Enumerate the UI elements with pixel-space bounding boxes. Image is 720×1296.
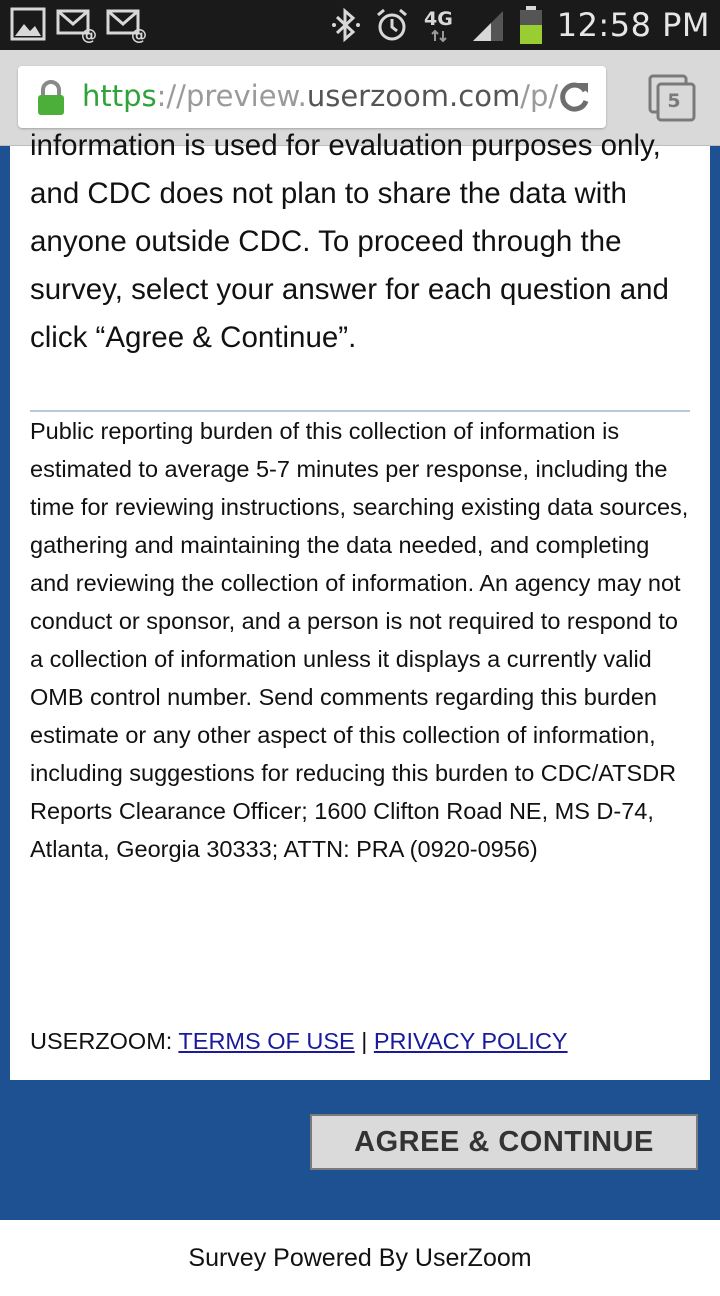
powered-by-footer: Survey Powered By UserZoom — [0, 1220, 720, 1280]
url-separator: :// — [156, 79, 186, 113]
battery-icon — [519, 5, 543, 45]
burden-statement: Public reporting burden of this collection of information is estimated to average 5-7 minutes per response, including the time for reviewing instructions, searching existing data sources, gathering and maintaining the data needed, and completing and reviewing the collection of information. An agency may not conduct or sponsor, and a person is not required to respond to a collection of information unless it displays a currently valid OMB control number. Send comments regarding this burden estimate or any other aspect of this collection of information, including suggestions for reducing this burden to CDC/ATSDR Reports Clearance Officer; 1600 Clifton Road NE, MS D-74, Atlanta, Georgia 30333; ATTN: PRA (0920-0956) — [30, 418, 689, 862]
userzoom-label: USERZOOM: — [30, 1028, 179, 1054]
gallery-icon — [10, 6, 46, 42]
network-type-label: 4G — [423, 8, 453, 30]
url-path: /p/ — [520, 79, 559, 113]
email-icon — [56, 6, 96, 42]
intro-paragraph: information is used for evaluation purposes only, and CDC does not plan to share the data with anyone outside CDC. To proceed through the survey, select your answer for each question and click “Agree & Continue”. — [30, 129, 669, 354]
svg-text:@: @ — [81, 25, 97, 44]
url-text[interactable] — [82, 79, 558, 113]
privacy-policy-link[interactable]: PRIVACY POLICY — [373, 1028, 568, 1054]
system-icons — [331, 0, 710, 50]
svg-text:@: @ — [131, 25, 147, 44]
signal-icon — [471, 7, 505, 43]
tab-count: 5 — [667, 90, 681, 112]
address-bar[interactable] — [18, 66, 606, 128]
legal-links — [30, 1023, 568, 1059]
clock: 12:58 PM — [556, 6, 710, 44]
reload-icon[interactable] — [556, 79, 592, 115]
survey-content-card — [10, 129, 710, 1080]
url-scheme: https — [82, 79, 157, 113]
url-host: userzoom.com — [306, 79, 521, 113]
agree-continue-button[interactable]: AGREE & CONTINUE — [310, 1114, 698, 1170]
alarm-icon — [375, 7, 409, 43]
notification-icons — [10, 6, 146, 42]
lock-icon — [36, 80, 66, 116]
email-icon — [106, 6, 146, 42]
terms-of-use-link[interactable]: TERMS OF USE — [178, 1028, 355, 1054]
status-bar — [0, 0, 720, 50]
bluetooth-icon — [331, 7, 361, 43]
url-prefix: preview. — [185, 79, 307, 113]
link-separator: | — [354, 1028, 374, 1054]
network-4g-icon — [423, 5, 457, 45]
